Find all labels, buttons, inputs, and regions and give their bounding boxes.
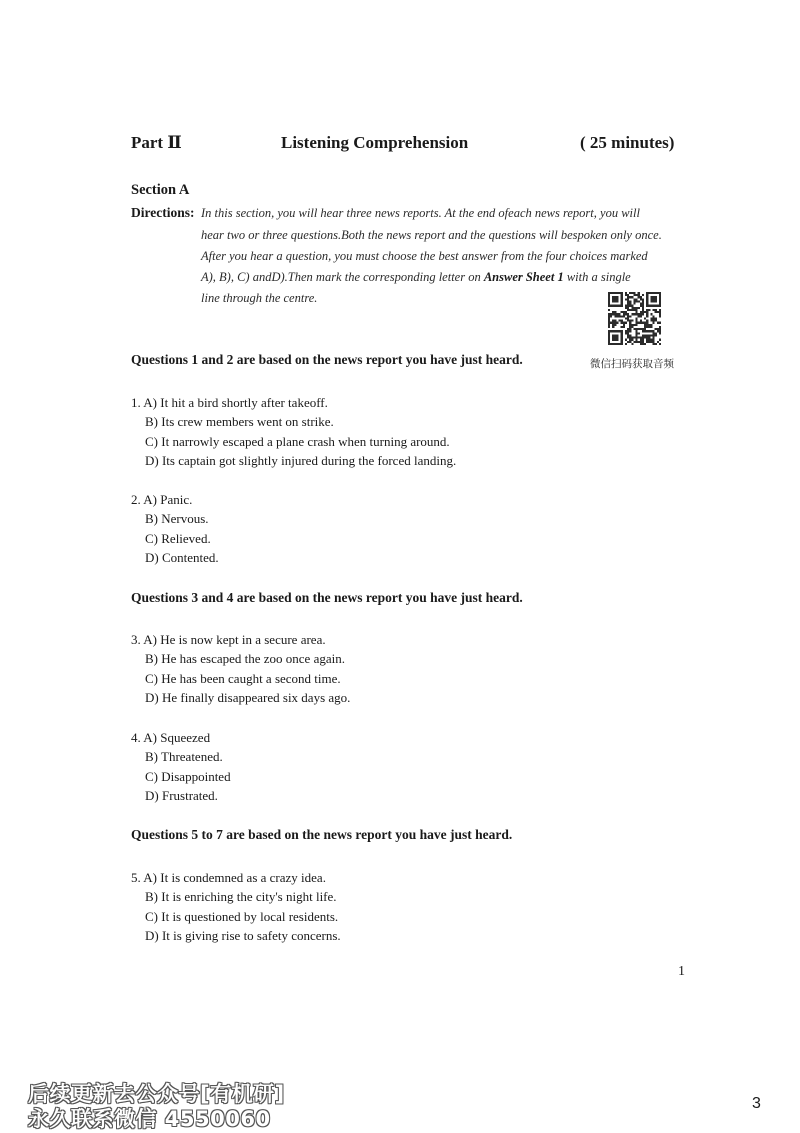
qr-caption: 微信扫码获取音频 — [590, 358, 674, 370]
watermark-line-1: 后续更新去公众号[有机研] — [28, 1082, 285, 1106]
question-5-number: 5. — [131, 870, 141, 885]
question-2 — [131, 490, 219, 568]
question-1-option-b: B) Its crew members went on strike. — [145, 414, 334, 430]
directions-line-3: After you hear a question, you must choose the best answer from the four choices marked — [201, 249, 648, 263]
group-heading-3: Questions 5 to 7 are based on the news report you have just heard. — [131, 827, 513, 842]
question-5-option-c: C) It is questioned by local residents. — [145, 908, 339, 924]
directions-line-1: In this section, you will hear three news reports. At the end ofeach news report, you will — [201, 206, 640, 220]
section-a-heading: Section A — [131, 182, 190, 198]
question-1-option-a: 1. A) It hit a bird shortly after takeoff. — [131, 395, 328, 410]
question-1-number: 1. — [131, 395, 141, 410]
group-heading-2: Questions 3 and 4 are based on the news report you have just heard. — [131, 590, 523, 605]
qr-code-pattern — [608, 292, 661, 345]
question-2-option-b: B) Nervous. — [145, 511, 209, 527]
question-5-option-d: D) It is giving rise to safety concerns. — [145, 928, 341, 944]
question-4-number: 4. — [131, 730, 141, 745]
page-number: 1 — [678, 964, 685, 979]
question-3-option-d: D) He finally disappeared six days ago. — [145, 690, 351, 706]
group-heading-1: Questions 1 and 2 are based on the news report you have just heard. — [131, 352, 523, 367]
question-4-option-c: C) Disappointed — [145, 768, 231, 784]
question-1 — [131, 393, 456, 471]
question-3-number: 3. — [131, 632, 141, 647]
directions-label: Directions: — [131, 205, 195, 220]
directions-line-5: line through the centre. — [201, 291, 318, 305]
part-label: Part Ⅱ — [131, 133, 182, 152]
time-limit: ( 25 minutes) — [580, 133, 675, 152]
question-2-option-a: 2. A) Panic. — [131, 492, 193, 507]
question-5 — [131, 868, 341, 946]
directions-line-4 — [201, 270, 631, 285]
question-5-option-b: B) It is enriching the city's night life. — [145, 889, 337, 905]
directions-line-4-pre: A), B), C) andD).Then mark the corresponding letter on — [201, 270, 484, 284]
question-1-option-d: D) Its captain got slightly injured during the forced landing. — [145, 453, 457, 469]
directions-line-2: hear two or three questions.Both the news report and the questions will bespoken only once. — [201, 228, 662, 242]
qr-code-icon[interactable] — [608, 292, 661, 345]
question-4 — [131, 728, 231, 806]
question-1-option-c: C) It narrowly escaped a plane crash when turning around. — [145, 433, 450, 449]
question-3-option-b: B) He has escaped the zoo once again. — [145, 651, 345, 667]
question-2-option-c: C) Relieved. — [145, 530, 211, 546]
directions-line-4-post: with a single — [563, 270, 631, 284]
corner-page-number: 3 — [752, 1095, 761, 1112]
question-2-option-d: D) Contented. — [145, 550, 219, 566]
question-3-option-c: C) He has been caught a second time. — [145, 670, 341, 686]
question-4-option-b: B) Threatened. — [145, 749, 223, 765]
question-4-option-a: 4. A) Squeezed — [131, 730, 211, 745]
watermark-line-2: 永久联系微信 4550060 — [28, 1107, 271, 1131]
question-5-option-a: 5. A) It is condemned as a crazy idea. — [131, 870, 326, 885]
question-3-option-a: 3. A) He is now kept in a secure area. — [131, 632, 326, 647]
question-2-number: 2. — [131, 492, 141, 507]
section-title: Listening Comprehension — [281, 133, 469, 152]
question-4-option-d: D) Frustrated. — [145, 788, 218, 804]
answer-sheet-label: Answer Sheet 1 — [483, 270, 564, 284]
question-3 — [131, 630, 350, 708]
